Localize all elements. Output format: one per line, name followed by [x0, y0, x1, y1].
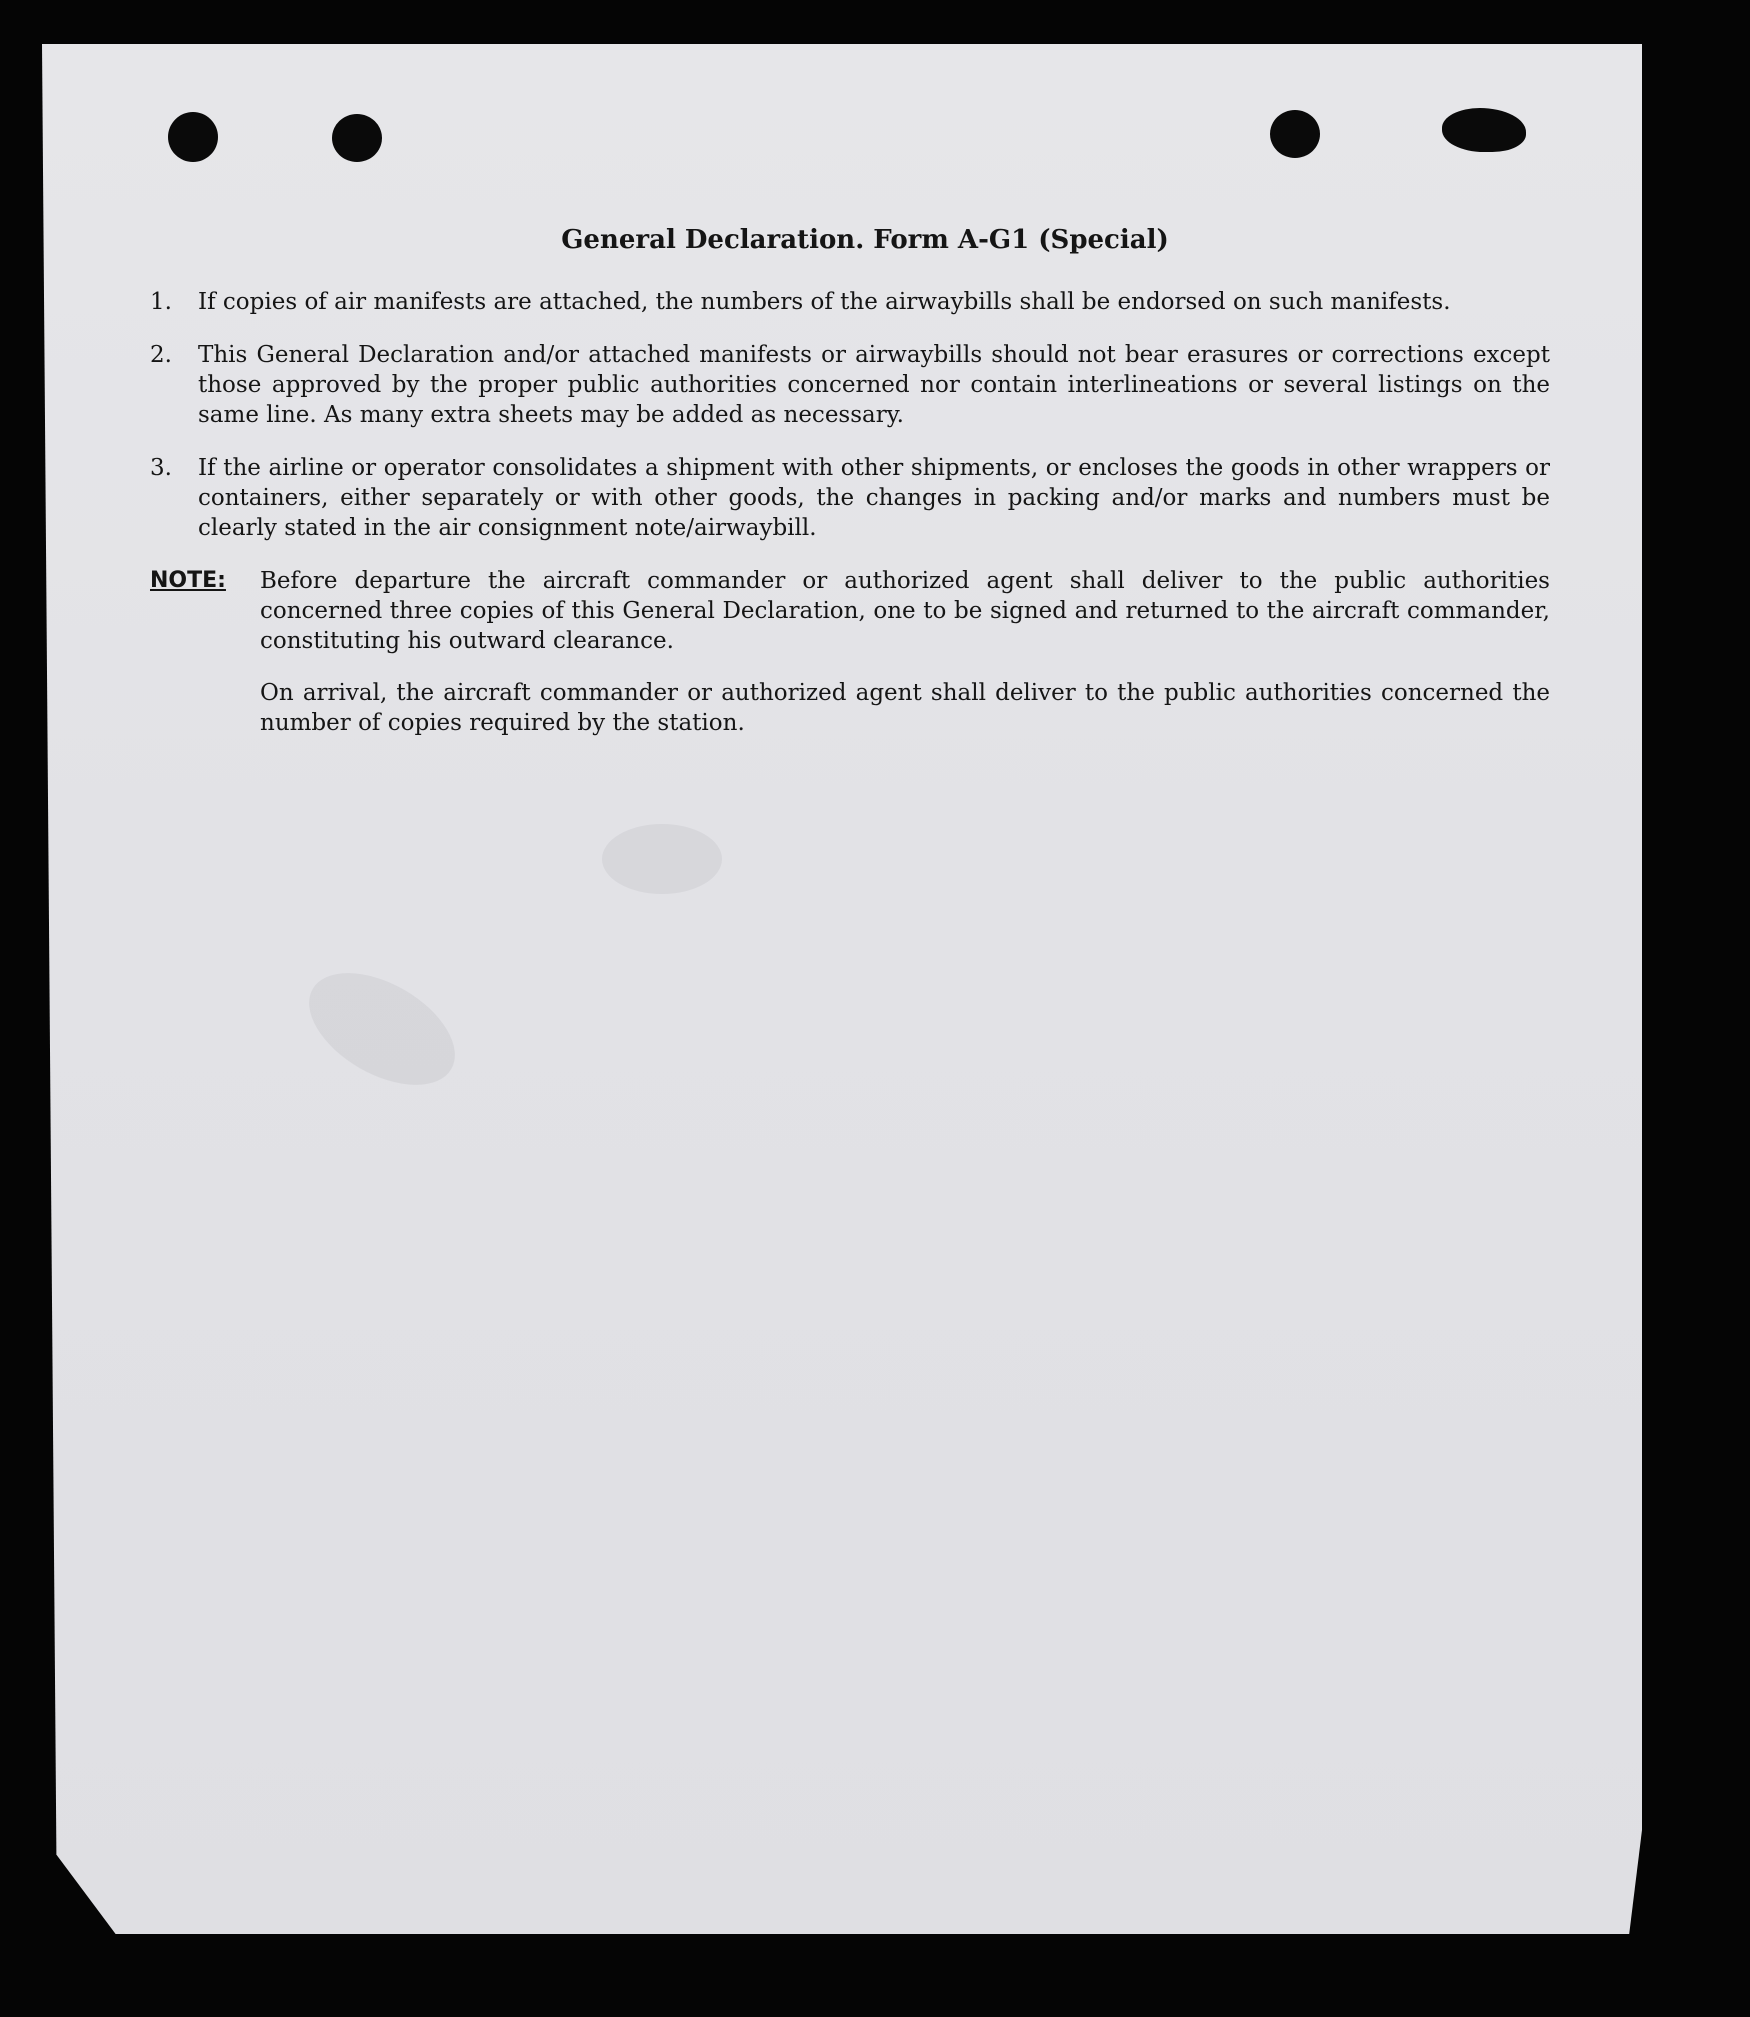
punch-hole-right-1	[1270, 110, 1320, 158]
list-item-text: If the airline or operator consolidates a shipment with other shipments, or encloses the goods in other wrappers or containers, either separately or with other goods, the changes in packing and/or marks and numbers must be clearly stated in the air consignment note/airwaybill.	[198, 455, 1550, 541]
punch-hole-left-2	[332, 114, 382, 162]
note-paragraph: On arrival, the aircraft commander or authorized agent shall deliver to the public authorities concerned the number of copies required by the station.	[260, 680, 1550, 736]
list-item-text: This General Declaration and/or attached manifests or airwaybills should not bear erasures or corrections except those approved by the proper public authorities concerned nor contain interlineations or several listings on the same line. As many extra sheets may be added as necessary.	[198, 342, 1550, 428]
list-item-text: If copies of air manifests are attached, the numbers of the airwaybills shall be endorsed on such manifests.	[198, 289, 1451, 315]
list-item	[150, 287, 1550, 317]
list-item-number: 3.	[150, 455, 172, 481]
note-label: NOTE:	[150, 568, 226, 593]
punch-hole-left-1	[168, 112, 218, 162]
note-section	[150, 566, 1550, 760]
document-content	[150, 225, 1550, 760]
note-paragraph: Before departure the aircraft commander or authorized agent shall deliver to the public authorities concerned three copies of this General Declaration, one to be signed and returned to the aircraft commander, constituting his outward clearance.	[260, 568, 1550, 654]
list-item-number: 1.	[150, 289, 172, 315]
list-item	[150, 340, 1550, 430]
smudge-mark	[290, 950, 474, 1108]
document-title: General Declaration. Form A-G1 (Special)	[561, 225, 1169, 255]
smudge-mark	[602, 824, 722, 894]
list-item	[150, 453, 1550, 543]
list-item-number: 2.	[150, 342, 172, 368]
punch-hole-right-2	[1442, 108, 1526, 152]
note-body	[260, 566, 1550, 760]
